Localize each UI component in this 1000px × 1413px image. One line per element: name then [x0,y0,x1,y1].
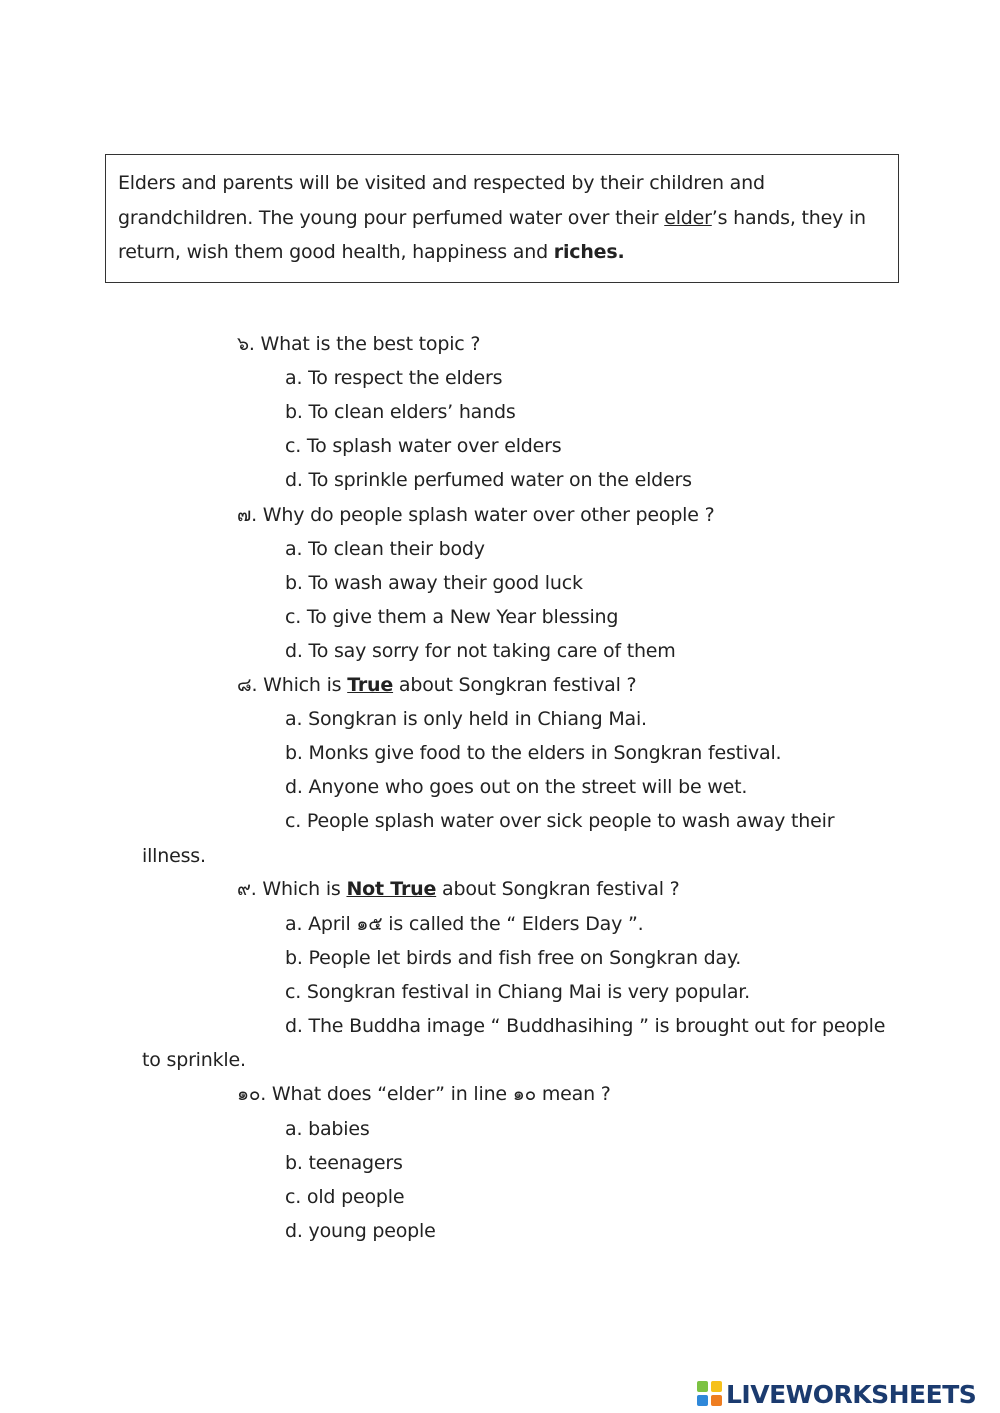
question-7-option-b[interactable]: b. To wash away their good luck [285,572,583,594]
question-6-option-b[interactable]: b. To clean elders’ hands [285,401,516,423]
question-8-key-word: True [347,674,394,696]
question-10-prompt: ๑๐. What does “elder” in line ๑๐ mean ? [237,1083,611,1105]
question-9-option-b[interactable]: b. People let birds and fish free on Songkran day. [285,947,742,969]
question-10-option-c[interactable]: c. old people [285,1186,405,1208]
question-10-option-a[interactable]: a. babies [285,1118,370,1140]
question-7-option-a[interactable]: a. To clean their body [285,538,485,560]
liveworksheets-brand-text: LIVEWORKSHEETS [726,1379,977,1409]
question-8-option-b[interactable]: b. Monks give food to the elders in Songkran festival. [285,742,782,764]
question-8-option-c-continuation: illness. [142,845,206,867]
passage-line-3-text: return, wish them good health, happiness and [118,241,554,263]
passage-line-1: Elders and parents will be visited and respected by their children and [118,172,765,194]
question-9-prompt [237,877,680,901]
passage-line-2-end: ’s hands, they in [711,206,866,229]
question-8-option-c[interactable]: c. People splash water over sick people to wash away their [285,810,835,832]
question-9-option-d[interactable]: d. The Buddha image “ Buddhasihing ” is brought out for people [285,1015,886,1037]
question-9-prompt-start: ๙. Which is [237,878,347,900]
question-8-prompt [237,673,636,697]
question-8-option-a[interactable]: a. Songkran is only held in Chiang Mai. [285,708,647,730]
question-8-option-d[interactable]: d. Anyone who goes out on the street will be wet. [285,776,748,798]
question-9-option-a[interactable]: a. April ๑๕ is called the “ Elders Day ”. [285,913,644,935]
passage-underlined-word: elder [664,206,712,229]
question-7-prompt: ๗. Why do people splash water over other people ? [237,504,715,526]
question-6-option-d[interactable]: d. To sprinkle perfumed water on the elders [285,469,692,491]
passage-line-2 [118,201,886,236]
question-9-option-c[interactable]: c. Songkran festival in Chiang Mai is very popular. [285,981,751,1003]
reading-passage-box [105,154,899,283]
question-6-prompt: ๖. What is the best topic ? [237,333,481,355]
question-8-prompt-end: about Songkran festival ? [393,674,637,696]
passage-bold-word: riches. [553,241,625,263]
question-6-option-c[interactable]: c. To splash water over elders [285,435,562,457]
question-9-option-d-continuation: to sprinkle. [142,1049,246,1071]
question-7-option-c[interactable]: c. To give them a New Year blessing [285,606,619,628]
question-10-option-d[interactable]: d. young people [285,1220,436,1242]
liveworksheets-logo [697,1378,976,1410]
passage-line-2-text: grandchildren. The young pour perfumed water over their [118,206,665,229]
question-9-prompt-end: about Songkran festival ? [436,878,680,900]
question-8-prompt-start: ๘. Which is [237,674,348,696]
question-9-key-word: Not True [346,878,437,900]
question-10-option-b[interactable]: b. teenagers [285,1152,403,1174]
passage-line-3 [118,235,886,270]
question-7-option-d[interactable]: d. To say sorry for not taking care of them [285,640,676,662]
liveworksheets-logo-icon [697,1381,723,1407]
question-6-option-a[interactable]: a. To respect the elders [285,367,503,389]
